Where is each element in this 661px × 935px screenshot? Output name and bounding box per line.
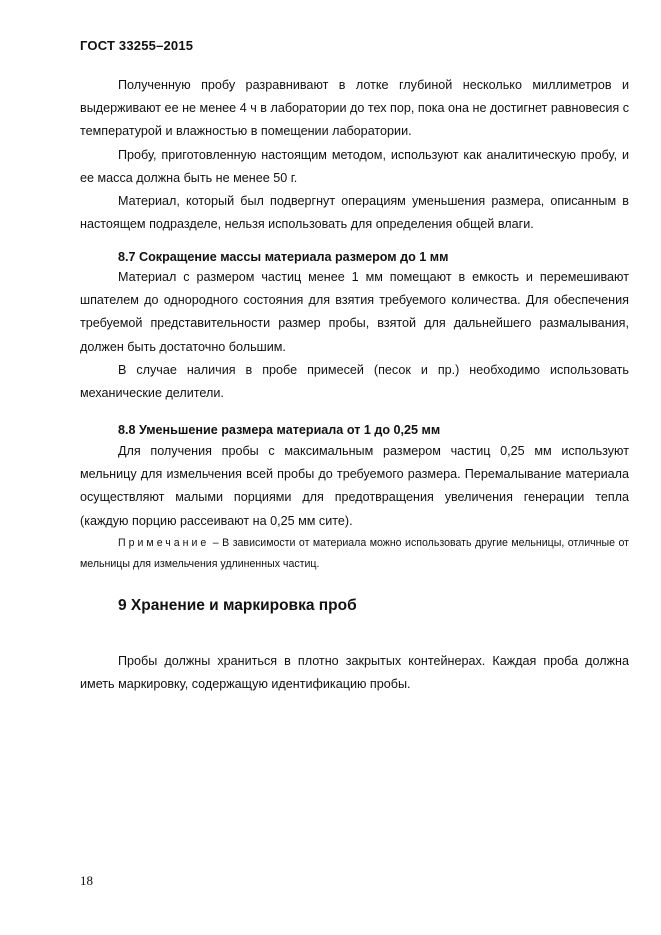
paragraph-milling: Для получения пробы с максимальным размером частиц 0,25 мм используют мельницу для измельчения всей пробы до требуемого размера. Перемалывание материала осуществляют малыми порциями для предотвращения увеличения генерации тепла (каждую порцию рассеивают на 0,25 мм сите). — [80, 444, 629, 528]
section-heading-9: 9 Хранение и маркировка проб — [118, 597, 357, 614]
paragraph-analytical-sample: Пробу, приготовленную настоящим методом, используют как аналитическую пробу, и ее масса должна быть не менее 50 г. — [80, 147, 629, 185]
section-9-body — [80, 650, 629, 696]
note-paragraph — [80, 533, 629, 575]
subsection-8-7-body — [80, 266, 629, 405]
document-header: ГОСТ 33255–2015 — [80, 38, 194, 53]
paragraph-mixing: Материал с размером частиц менее 1 мм помещают в емкость и перемешивают шпателем до однородного состояния для взятия требуемого количества. Для обеспечения требуемой представительности размер пробы, взятой для дальнейшего размалывания, должен быть достаточно большим. — [80, 270, 629, 354]
paragraph-levelling: Полученную пробу разравнивают в лотке глубиной несколько миллиметров и выдерживают ее не менее 4 ч в лаборатории до тех пор, пока она не достигнет равновесия с температурой и влажностью в помещении лаборатории. — [80, 78, 629, 139]
paragraph-storage: Пробы должны храниться в плотно закрытых контейнерах. Каждая проба должна иметь маркировку, содержащую идентификацию пробы. — [80, 654, 629, 692]
subsection-8-8-body — [80, 440, 629, 575]
paragraph-moisture-restriction: Материал, который был подвергнут операциям уменьшения размера, описанным в настоящем подразделе, нельзя использовать для определения общей влаги. — [80, 194, 629, 232]
page-number: 18 — [80, 873, 93, 888]
note-text: – В зависимости от материала можно использовать другие мельницы, отличные от мельницы для измельчения удлиненных частиц. — [80, 536, 629, 570]
intro-paragraphs — [80, 74, 629, 236]
paragraph-dividers: В случае наличия в пробе примесей (песок и пр.) необходимо использовать механические делители. — [80, 362, 629, 401]
subsection-heading-8-7: 8.7 Сокращение массы материала размером до 1 мм — [118, 250, 449, 264]
note-label: Примечание — [118, 536, 210, 549]
subsection-heading-8-8: 8.8 Уменьшение размера материала от 1 до 0,25 мм — [118, 423, 441, 437]
